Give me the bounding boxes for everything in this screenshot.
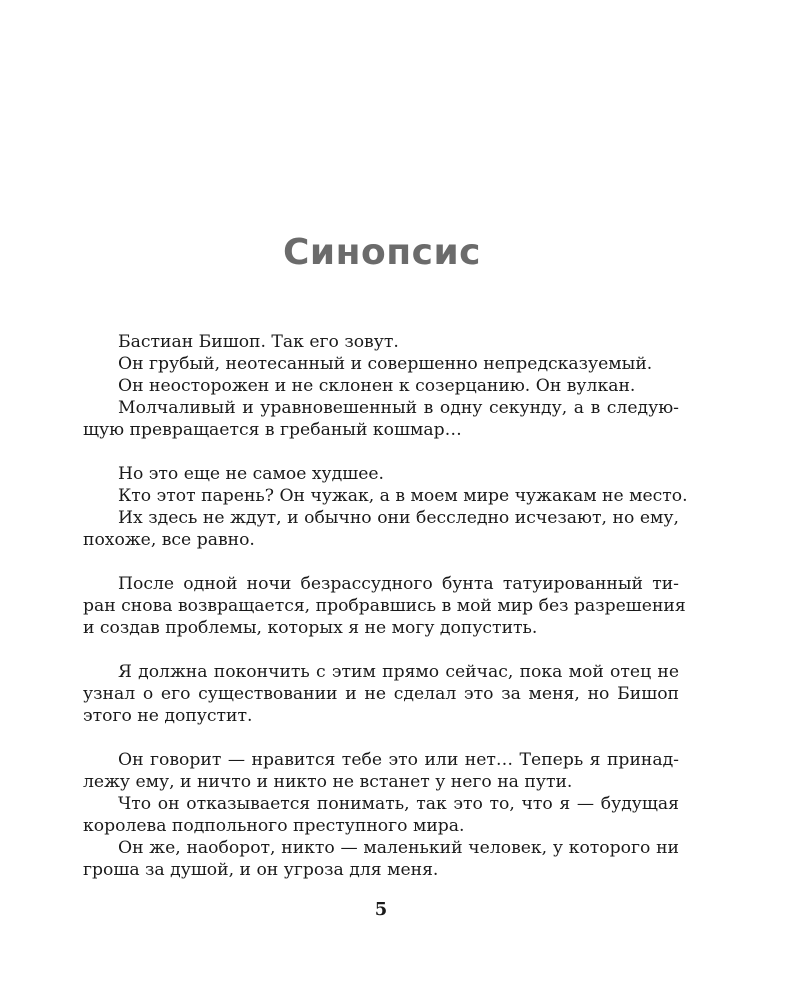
paragraph-gap xyxy=(83,639,679,661)
text-line: Он неосторожен и не склонен к созерцанию. Он вулкан. xyxy=(118,376,636,396)
text-line: гроша за душой, и он угроза для меня. xyxy=(83,860,439,880)
text-line: Я должна покончить с этим прямо сейчас, пока мой отец не xyxy=(118,662,679,682)
text-line: После одной ночи безрассудного бунта татуированный ти- xyxy=(118,574,679,594)
text-line: королева подпольного преступного мира. xyxy=(83,816,465,836)
text-line: Он грубый, неотесанный и совершенно непредсказуемый. xyxy=(118,354,653,374)
text-line: Он же, наоборот, никто — маленький человек, у которого ни xyxy=(118,838,679,858)
text-line: щую превращается в гребаный кошмар… xyxy=(83,420,462,440)
synopsis-text xyxy=(83,331,688,881)
text-line: Но это еще не самое худшее. xyxy=(118,464,385,484)
text-line: похоже, все равно. xyxy=(83,530,255,550)
text-line: ран снова возвращается, пробравшись в мой мир без разрешения xyxy=(83,596,686,616)
text-line: узнал о его существовании и не сделал это за меня, но Бишоп xyxy=(83,684,679,704)
text-line: Их здесь не ждут, и обычно они бесследно исчезают, но ему, xyxy=(118,508,679,528)
paragraph-gap xyxy=(83,551,679,573)
paragraph-gap xyxy=(83,727,679,749)
text-line: лежу ему, и ничто и никто не встанет у него на пути. xyxy=(83,772,573,792)
text-line: этого не допустит. xyxy=(83,706,253,726)
text-line: и создав проблемы, которых я не могу допустить. xyxy=(83,618,538,638)
page-number: 5 xyxy=(374,899,388,920)
text-line: Что он отказывается понимать, так это то, что я — будущая xyxy=(118,794,679,814)
text-line: Бастиан Бишоп. Так его зовут. xyxy=(118,332,399,352)
text-line: Кто этот парень? Он чужак, а в моем мире чужакам не место. xyxy=(118,486,688,506)
text-line: Молчаливый и уравновешенный в одну секунду, а в следую- xyxy=(118,398,679,418)
text-line: Он говорит — нравится тебе это или нет… Теперь я принад- xyxy=(118,750,679,770)
chapter-title: Синопсис xyxy=(282,232,482,273)
paragraph-gap xyxy=(83,441,679,463)
